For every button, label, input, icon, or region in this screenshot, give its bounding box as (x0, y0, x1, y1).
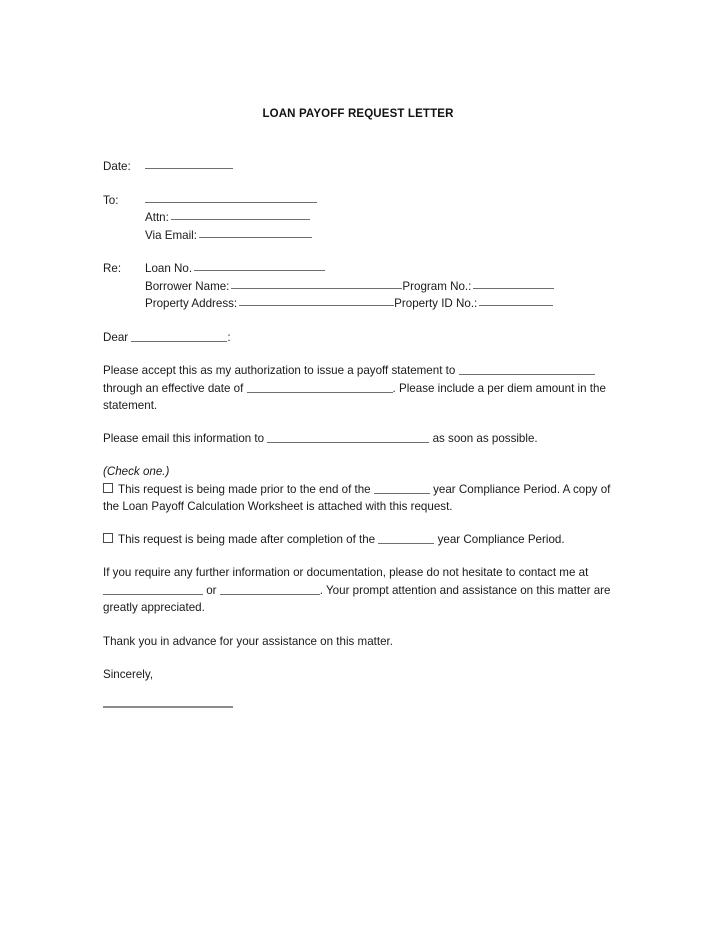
option1-text-2: year Compliance Period. A copy (433, 482, 598, 496)
email-text-1: Please email this information to (103, 431, 265, 445)
re-label: Re: (103, 262, 122, 275)
date-row (103, 158, 613, 176)
auth-text-3: . Please include a per diem amount in (392, 381, 587, 395)
borrower-name-label: Borrower Name: (145, 279, 230, 293)
borrower-row (103, 278, 613, 296)
program-no-field-blank[interactable] (473, 277, 554, 289)
to-row (103, 192, 613, 210)
program-no-label: Program No.: (402, 279, 472, 293)
checkbox-option-after[interactable] (103, 531, 613, 549)
contact-method-field-blank-1[interactable] (103, 583, 203, 595)
attn-field-blank[interactable] (171, 208, 310, 220)
via-email-field-blank[interactable] (199, 226, 312, 238)
email-paragraph (103, 430, 613, 448)
property-row (103, 295, 613, 313)
contact-method-field-blank-2[interactable] (220, 583, 320, 595)
attn-row (103, 209, 613, 227)
contact-text-3: or (206, 583, 217, 597)
auth-text-1: Please accept this as my authorization to issue a payoff statement to (103, 364, 456, 377)
via-email-label: Via Email: (145, 228, 197, 242)
contact-text-1: If you require any further information or documentation, please do not hesitate to contact me (103, 566, 576, 579)
check-one-note: (Check one.) (103, 465, 170, 478)
attn-label: Attn: (145, 211, 169, 224)
email-recipient-field-blank[interactable] (267, 431, 429, 443)
payee-field-blank[interactable] (459, 363, 595, 375)
option2-text-1: This request is being made after completion of the (118, 532, 376, 546)
contact-text-4: . Your prompt attention and assistance on this (319, 583, 555, 597)
loan-no-field-blank[interactable] (194, 259, 325, 271)
page-title: LOAN PAYOFF REQUEST LETTER (262, 108, 454, 120)
property-id-field-blank[interactable] (479, 294, 553, 306)
auth-text-4: the statement. (103, 381, 606, 412)
checkbox-icon[interactable] (103, 533, 113, 543)
effective-date-field-blank[interactable] (247, 381, 393, 393)
salutation-prefix: Dear (103, 330, 129, 344)
salutation (103, 329, 613, 347)
to-label: To: (103, 193, 119, 207)
salutation-suffix: : (227, 330, 231, 344)
contact-text-5: matter are greatly appreciated. (103, 583, 611, 614)
authorization-paragraph (103, 362, 613, 415)
property-id-label: Property ID No.: (394, 297, 478, 310)
contact-paragraph (103, 564, 613, 617)
to-field-blank[interactable] (145, 191, 317, 203)
reference-block (103, 260, 613, 313)
checkbox-icon[interactable] (103, 483, 113, 493)
salutation-field-blank[interactable] (131, 330, 227, 342)
checkbox-option-prior[interactable] (103, 481, 613, 516)
auth-text-2: through an effective date of (103, 381, 244, 395)
thanks-paragraph: Thank you in advance for your assistance on this matter. (103, 634, 393, 648)
email-text-2: as soon as possible. (432, 431, 538, 445)
letter-body (103, 108, 613, 708)
contact-text-2: at (578, 566, 589, 579)
compliance-years-field-blank-2[interactable] (378, 532, 434, 544)
closing-line: Sincerely, (103, 668, 154, 681)
date-block (103, 158, 613, 176)
option2-text-2: year Compliance Period. (437, 532, 565, 546)
date-label: Date: (103, 160, 131, 173)
date-field-blank[interactable] (145, 157, 233, 169)
loan-no-label: Loan No. (145, 262, 193, 275)
option1-text-1: This request is being made prior to the end of the (118, 482, 371, 496)
loan-no-row (103, 260, 613, 278)
recipient-block (103, 192, 613, 245)
option1-text-3: of the Loan Payoff Calculation Worksheet is attached with this request. (103, 482, 611, 513)
borrower-name-field-blank[interactable] (231, 277, 402, 289)
compliance-years-field-blank-1[interactable] (374, 482, 430, 494)
via-email-row (103, 227, 613, 245)
signature-line[interactable] (103, 706, 233, 708)
property-address-label: Property Address: (145, 297, 238, 310)
property-address-field-blank[interactable] (239, 294, 394, 306)
